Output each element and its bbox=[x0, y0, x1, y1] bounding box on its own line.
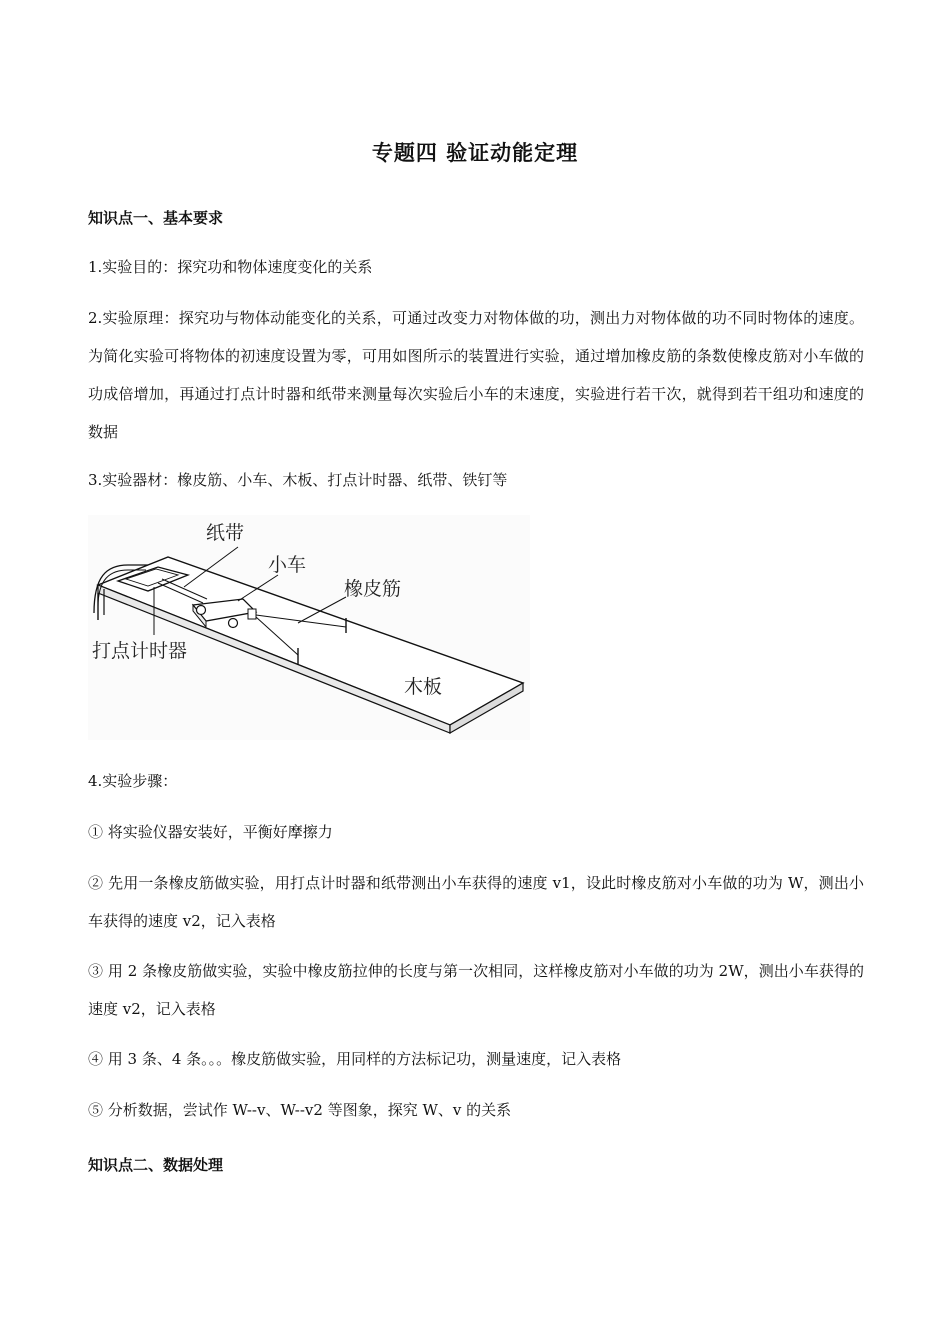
section-heading-basic-requirements: 知识点一、基本要求 bbox=[88, 209, 224, 227]
experiment-equipment bbox=[88, 461, 864, 499]
section-heading-data-processing: 知识点二、数据处理 bbox=[88, 1156, 224, 1174]
steps-heading-text: 4.实验步骤： bbox=[88, 772, 178, 790]
cart-wheel-front bbox=[229, 619, 238, 628]
cart-hook bbox=[248, 609, 256, 619]
step-5 bbox=[88, 1091, 864, 1129]
step-4-text: ④ 用 3 条、4 条。。。橡皮筋做实验，用同样的方法标记功，测量速度，记入表格 bbox=[88, 1050, 622, 1068]
experiment-purpose-text: 1.实验目的：探究功和物体速度变化的关系 bbox=[88, 258, 373, 276]
step-2-text: ② 先用一条橡皮筋做实验，用打点计时器和纸带测出小车获得的速度 v1，设此时橡皮筋对小车做的功为 W，测出小车获得的速度 v2，记入表格 bbox=[88, 874, 864, 930]
step-1 bbox=[88, 813, 864, 851]
label-cart: 小车 bbox=[268, 554, 307, 576]
experiment-principle-text: 2.实验原理：探究功与物体动能变化的关系，可通过改变力对物体做的功，测出力对物体做的功不同时物体的速度。为简化实验可将物体的初速度设置为零，可用如图所示的装置进行实验，通过增加橡皮筋的条数使橡皮筋对小车做的功成倍增加，再通过打点计时器和纸带来测量每次实验后小车的末速度，实验进行若干次，就得到若干组功和速度的数据 bbox=[88, 309, 864, 441]
step-3-text: ③ 用 2 条橡皮筋做实验，实验中橡皮筋拉伸的长度与第一次相同，这样橡皮筋对小车做的功为 2W，测出小车获得的速度 v2，记入表格 bbox=[88, 962, 864, 1018]
step-3 bbox=[88, 952, 864, 1028]
label-rubber-band: 橡皮筋 bbox=[344, 578, 402, 600]
steps-heading bbox=[88, 762, 864, 800]
cart-wheel-rear bbox=[197, 606, 206, 615]
label-timer: 打点计时器 bbox=[92, 640, 188, 662]
step-5-text: ⑤ 分析数据，尝试作 W--v、W--v2 等图象，探究 W、v 的关系 bbox=[88, 1101, 512, 1119]
step-2 bbox=[88, 864, 864, 940]
step-4 bbox=[88, 1040, 864, 1078]
apparatus-diagram bbox=[88, 515, 530, 740]
apparatus-figure bbox=[88, 515, 530, 740]
label-paper-tape: 纸带 bbox=[206, 522, 245, 544]
label-board: 木板 bbox=[404, 676, 443, 698]
page-title: 专题四 验证动能定理 bbox=[371, 141, 579, 165]
experiment-purpose bbox=[88, 248, 864, 286]
step-1-text: ① 将实验仪器安装好，平衡好摩擦力 bbox=[88, 823, 333, 841]
experiment-principle bbox=[88, 299, 864, 451]
experiment-equipment-text: 3.实验器材：橡皮筋、小车、木板、打点计时器、纸带、铁钉等 bbox=[88, 471, 508, 489]
